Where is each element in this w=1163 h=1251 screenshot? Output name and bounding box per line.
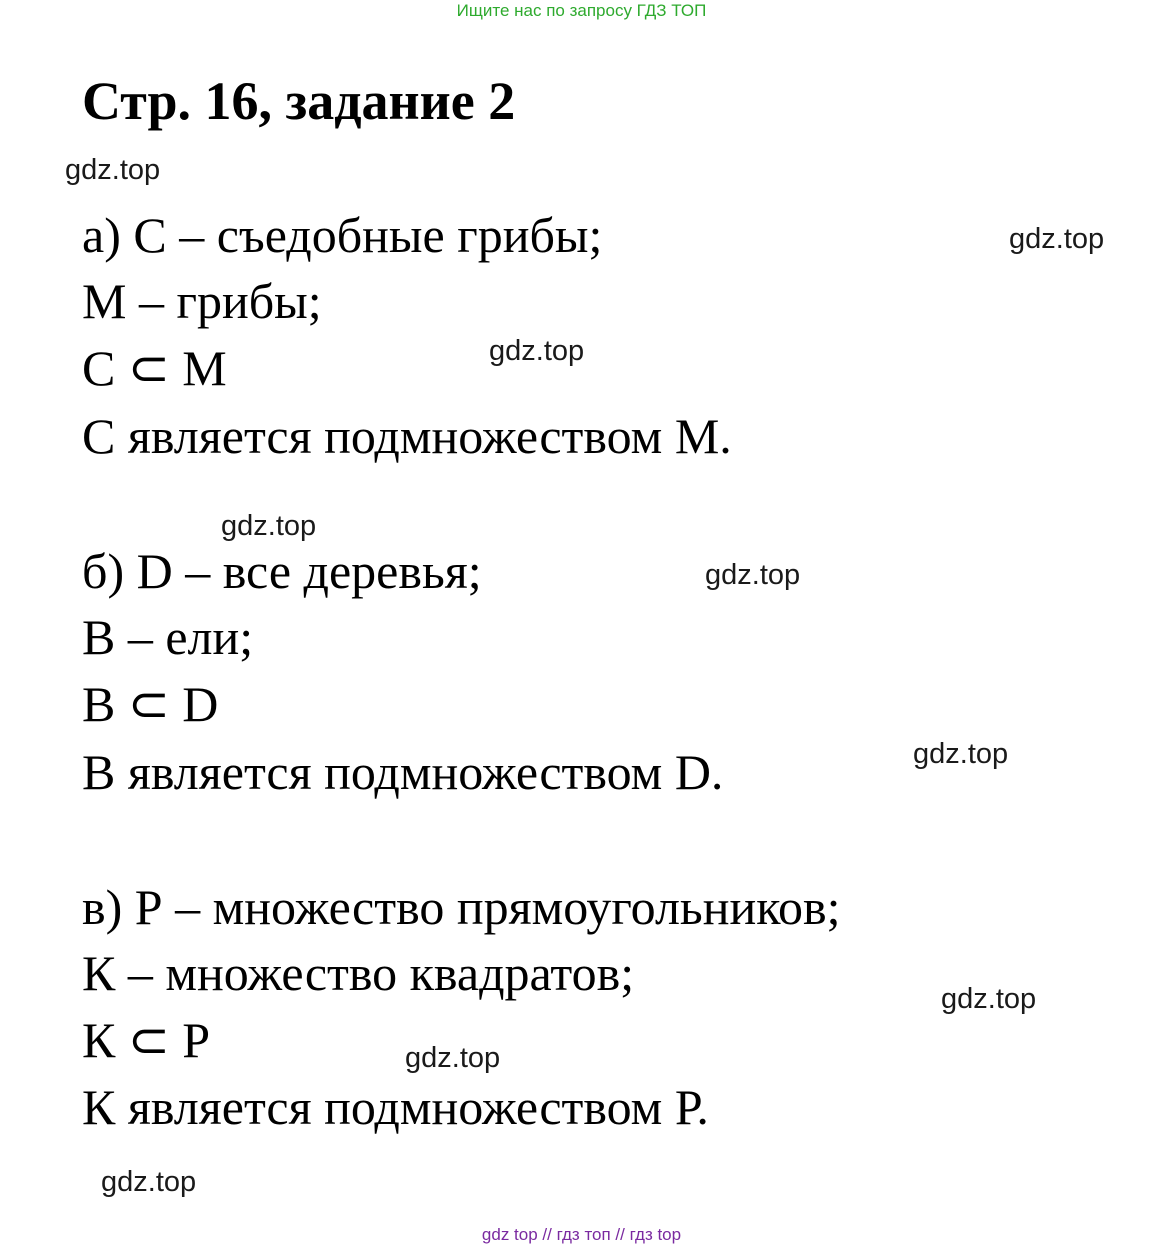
page-title: Стр. 16, задание 2 (82, 71, 516, 131)
section-a-line-2: М – грибы; (82, 273, 322, 329)
section-b-line-1: б) D – все деревья; (82, 543, 482, 599)
watermark: gdz.top (405, 1042, 501, 1074)
watermark: gdz.top (913, 738, 1009, 770)
top-banner: Ищите нас по запросу ГДЗ ТОП (456, 1, 707, 20)
watermark: gdz.top (65, 154, 161, 186)
watermark: gdz.top (1009, 223, 1105, 255)
watermark: gdz.top (221, 510, 317, 542)
section-b-line-4: В является подмножеством D. (82, 744, 724, 800)
watermark: gdz.top (101, 1166, 197, 1198)
section-c-line-2: К – множество квадратов; (82, 945, 635, 1001)
section-b-line-2: В – ели; (82, 609, 254, 665)
watermark: gdz.top (941, 983, 1037, 1015)
section-b-line-3: В ⊂ D (82, 676, 219, 732)
section-c-line-3: К ⊂ Р (82, 1012, 211, 1068)
watermark: gdz.top (705, 559, 801, 591)
section-c-line-4: К является подмножеством Р. (82, 1079, 709, 1135)
section-a-line-1: а) С – съедобные грибы; (82, 207, 603, 263)
section-a-line-3: С ⊂ М (82, 340, 227, 396)
section-a-line-4: С является подмножеством М. (82, 408, 732, 464)
watermark: gdz.top (489, 335, 585, 367)
footer-links: gdz top // гдз топ // гдз top (481, 1225, 682, 1244)
section-c-line-1: в) Р – множество прямоугольников; (82, 879, 841, 935)
